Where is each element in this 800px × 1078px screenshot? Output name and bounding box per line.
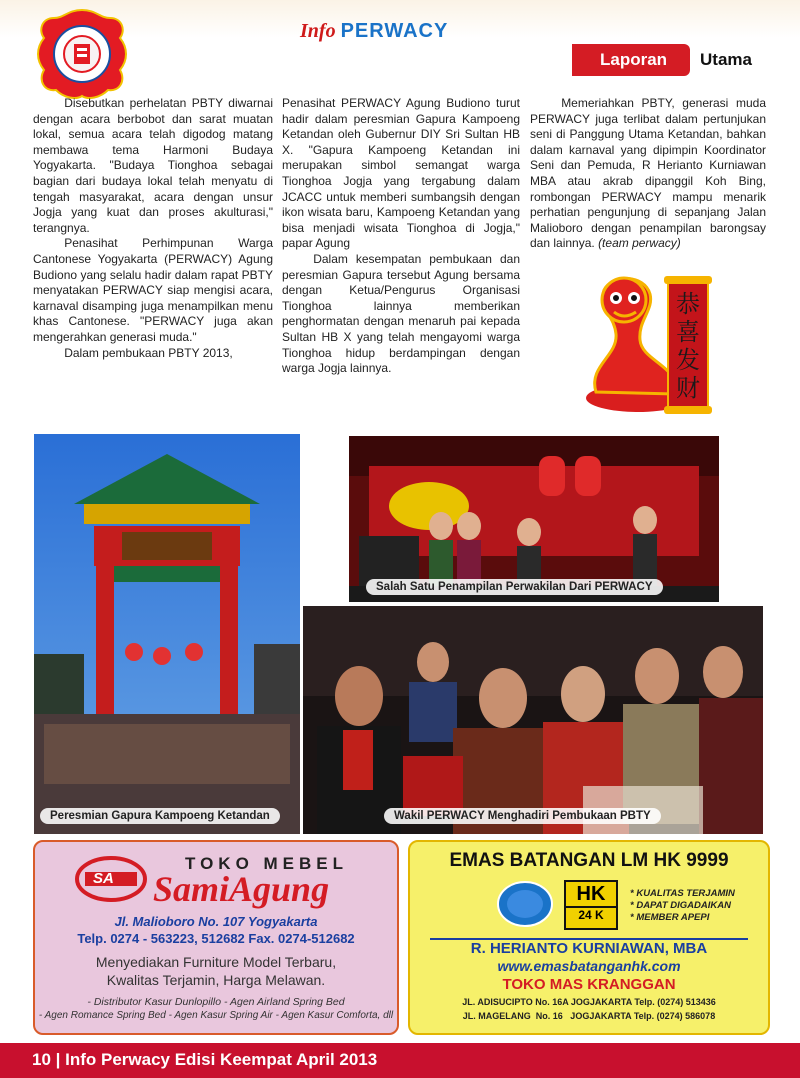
ad-address: Jl. Malioboro No. 107 Yogyakarta (114, 914, 318, 929)
masthead-title: Info PERWACY (300, 20, 449, 42)
bullet: * KUALITAS TERJAMIN (630, 888, 735, 899)
bullet: * MEMBER APEPI (630, 912, 710, 923)
section-label-black: Utama (700, 50, 752, 69)
stage-photo-caption: Salah Satu Penampilan Perwakilan Dari PERWACY (366, 579, 663, 595)
hk-badge (564, 880, 618, 930)
audience-photo (303, 606, 763, 834)
paragraph-text: Memeriahkan PBTY, generasi muda PERWACY juga terlibat dalam pertunjukan seni di Panggung Utama Ketandan, bahkan dalam karnaval yang dipimpin Koordinator Seni dan Pemuda, R Herianto Kurniawan MBA atau akrab dipanggil Koh Bing, rombongan PERWACY mampu menarik perhatian pengunjung di sepanjang Jalan Malioboro dengan penampilan barongsay dan lainnya. (530, 96, 766, 251)
hk-badge-karat: 24 K (566, 906, 616, 922)
seal-icon (496, 880, 554, 928)
gold-ad-bullets (630, 888, 735, 924)
gold-ad (408, 840, 770, 1035)
paragraph: Penasihat Perhimpunan Warga Cantonese Yogyakarta (PERWACY) Agung Budiono yang selalu hadir dalam rapat PBTY menyatakan PERWACY siap mengisi acara, karnaval disamping juga menampilkan menu khas Cantonese. "PERWACY juga akan mengerahkan generasi muda." (33, 236, 273, 344)
ad-line-1: - Distributor Kasur Dunlopillo - Agen Airland Spring Bed (87, 996, 345, 1008)
ad-tagline-2: Kwalitas Terjamin, Harga Melawan. (106, 972, 326, 988)
ad-tagline-1: Menyediakan Furniture Model Terbaru, (95, 954, 337, 970)
article-column-1 (33, 96, 273, 361)
sa-logo-letters: SA (93, 870, 114, 887)
bullet: * DAPAT DIGADAIKAN (630, 900, 731, 911)
article-column-2 (282, 96, 520, 377)
scroll-blessing-text: 恭喜发财 (676, 290, 700, 402)
sami-agung-brand: SamiAgung (153, 869, 330, 909)
gold-ad-title: EMAS BATANGAN LM HK 9999 (449, 850, 729, 871)
page-footer (0, 1043, 800, 1078)
perwacy-logo (36, 8, 128, 100)
gold-ad-owner: R. HERIANTO KURNIAWAN, MBA (470, 940, 708, 957)
gold-ad-address-1: JL. ADISUCIPTO No. 16A JOGJAKARTA Telp. (0274) 513436 (462, 997, 716, 1007)
gold-ad-website: www.emasbatanganhk.com (497, 958, 681, 974)
gold-ad-address-2: JL. MAGELANG No. 16 JOGJAKARTA Telp. (0274) 586078 (462, 1011, 716, 1021)
gold-ad-shop: TOKO MAS KRANGGAN (502, 976, 676, 993)
ad-line-2: - Agen Romance Spring Bed - Agen Kasur Spring Air - Agen Kasur Comforta, dll (38, 1010, 394, 1021)
furniture-ad (33, 840, 399, 1035)
audience-photo-caption: Wakil PERWACY Menghadiri Pembukaan PBTY (384, 808, 661, 824)
ad-phone: Telp. 0274 - 563223, 512682 Fax. 0274-512682 (77, 931, 355, 946)
section-label (572, 44, 752, 76)
hk-badge-text: HK (576, 883, 606, 905)
credit: (team perwacy) (598, 236, 681, 251)
paragraph: Dalam pembukaan PBTY 2013, (64, 345, 233, 360)
section-label-red: Laporan (572, 44, 690, 76)
gate-photo-caption: Peresmian Gapura Kampoeng Ketandan (40, 808, 280, 824)
paragraph (530, 96, 766, 252)
ad-title: TOKO MEBEL (185, 854, 349, 873)
paragraph: Penasihat PERWACY Agung Budiono turut hadir dalam peresmian Gapura Kampoeng Ketandan oleh Gubernur DIY Sri Sultan HB X. "Gapura Kampoeng Ketandan ini merupakan simbol semangat warga Tionghoa Jogja yang tergabung dalam JCACC untuk memberi sumbangsih dengan ikon wisata baru, Kampoeng Ketandan yang bisa menjadi wisata Tionghoa di Jogja," papar Agung (282, 96, 520, 251)
gate-photo (34, 434, 300, 834)
paragraph: Dalam kesempatan pembukaan dan peresmian Gapura tersebut Agung bersama dengan Ketua/Pengurus Organisasi Tionghoa lainnya memberikan penghormatan dengan menaruh pai kepada Sultan HB X yang telah mengayomi warga Tionghoa hidup berdampingan dengan warga Jogja lainnya. (282, 251, 520, 376)
paragraph: Disebutkan perhelatan PBTY diwarnai dengan acara berbobot dan sarat muatan lokal, semua acara telah digodog matang membawa tema Harmoni Budaya Yogyakarta. "Budaya Tionghoa sebagai bagian dari budaya lokal telah menyatu di tengah masyarakat, acara dengan unsur Jogja yang kuat dan proses akulturasi," terangnya. (33, 96, 273, 235)
article-column-3 (530, 96, 766, 252)
footer-text: 10 | Info Perwacy Edisi Keempat April 2013 (32, 1050, 378, 1069)
stage-photo (349, 436, 719, 602)
